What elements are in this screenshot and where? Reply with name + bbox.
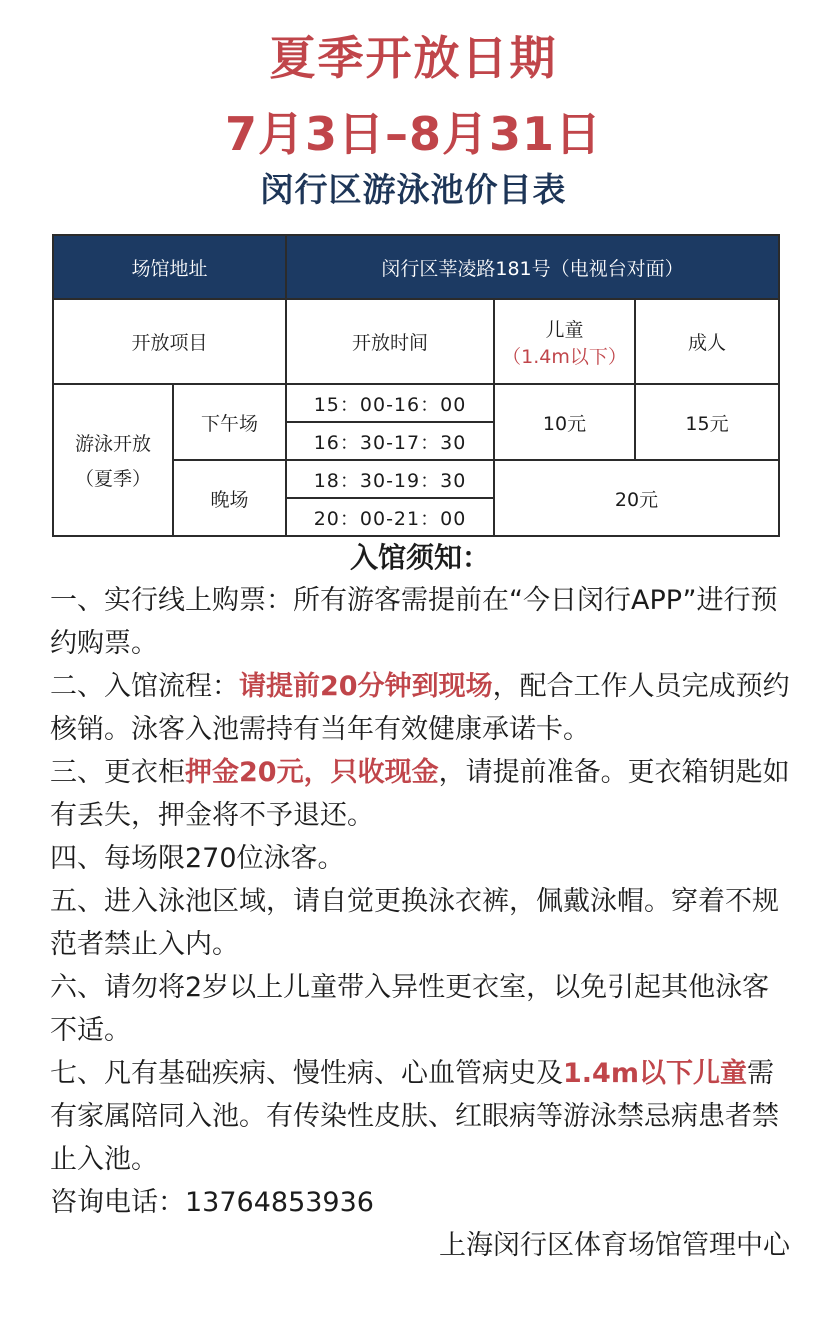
notice-item-7-rest: 需有家属陪同入池。有传染性皮肤、红眼病等游泳禁忌病患者禁止入池。: [50, 1058, 779, 1175]
price-table: [52, 234, 780, 537]
notice-item-2-highlight: 请提前20分钟到现场: [239, 671, 493, 702]
notice-item-7-lead: 七、凡有基础疾病、慢性病、心血管病史及: [50, 1058, 563, 1089]
swim-open-label: 游泳开放: [74, 433, 151, 455]
notice-item-1: 一、实行线上购票：所有游客需提前在“今日闵行APP”进行预约购票。: [50, 585, 778, 659]
table-row-columns: [53, 299, 779, 384]
title-price-list: 闵行区游泳池价目表: [260, 170, 567, 209]
time-slot: 16：30-17：30: [286, 422, 494, 460]
notice-title: 入馆须知：: [349, 541, 490, 574]
swim-season-label: （夏季）: [74, 468, 151, 490]
contact-phone: 咨询电话：13764853936: [50, 1187, 374, 1218]
column-adult: 成人: [635, 299, 779, 384]
notice-item-5: 五、进入泳池区域，请自觉更换泳衣裤，佩戴泳帽。穿着不规范者禁止入内。: [50, 886, 779, 960]
notice-item-7-highlight: 1.4m以下儿童: [563, 1058, 747, 1089]
column-child: [494, 299, 635, 384]
column-time: 开放时间: [286, 299, 494, 384]
title-date-range: 7月3日–8月31日: [224, 107, 603, 161]
evening-price: 20元: [494, 460, 779, 536]
notice-item-4: 四、每场限270位泳客。: [50, 843, 345, 874]
notice-item-2: [50, 665, 790, 751]
column-project: 开放项目: [53, 299, 286, 384]
table-row-address: [53, 235, 779, 299]
notice-item-3-rest: ，请提前准备。更衣箱钥匙如有丢失，押金将不予退还。: [50, 757, 790, 831]
afternoon-adult-price: 15元: [635, 384, 779, 460]
footer-organization: 上海闵行区体育场馆管理中心: [439, 1230, 790, 1261]
notice-item-2-rest: ，配合工作人员完成预约核销。泳客入池需持有当年有效健康承诺卡。: [50, 671, 790, 745]
address-value: 闵行区莘凌路181号（电视台对面）: [286, 235, 779, 299]
table-row: [53, 384, 779, 422]
time-slot: 15：00-16：00: [286, 384, 494, 422]
afternoon-child-price: 10元: [494, 384, 635, 460]
notice-item-3-highlight: 押金20元，只收现金: [185, 757, 439, 788]
notice-item-7: [50, 1052, 790, 1181]
swim-open-cell: [53, 384, 173, 536]
column-child-note: （1.4m以下）: [502, 345, 627, 368]
time-slot: 18：30-19：30: [286, 460, 494, 498]
column-child-label: 儿童: [545, 318, 584, 341]
evening-session: 晚场: [173, 460, 286, 536]
notice-item-3: [50, 751, 790, 837]
notice-item-6: 六、请勿将2岁以上儿童带入异性更衣室，以免引起其他泳客不适。: [50, 972, 770, 1046]
notice-section: [50, 536, 790, 1267]
notice-item-2-lead: 二、入馆流程：: [50, 671, 239, 702]
title-open-period: 夏季开放日期: [269, 31, 558, 85]
afternoon-session: 下午场: [173, 384, 286, 460]
address-label: 场馆地址: [53, 235, 286, 299]
time-slot: 20：00-21：00: [286, 498, 494, 536]
notice-item-3-lead: 三、更衣柜: [50, 757, 185, 788]
